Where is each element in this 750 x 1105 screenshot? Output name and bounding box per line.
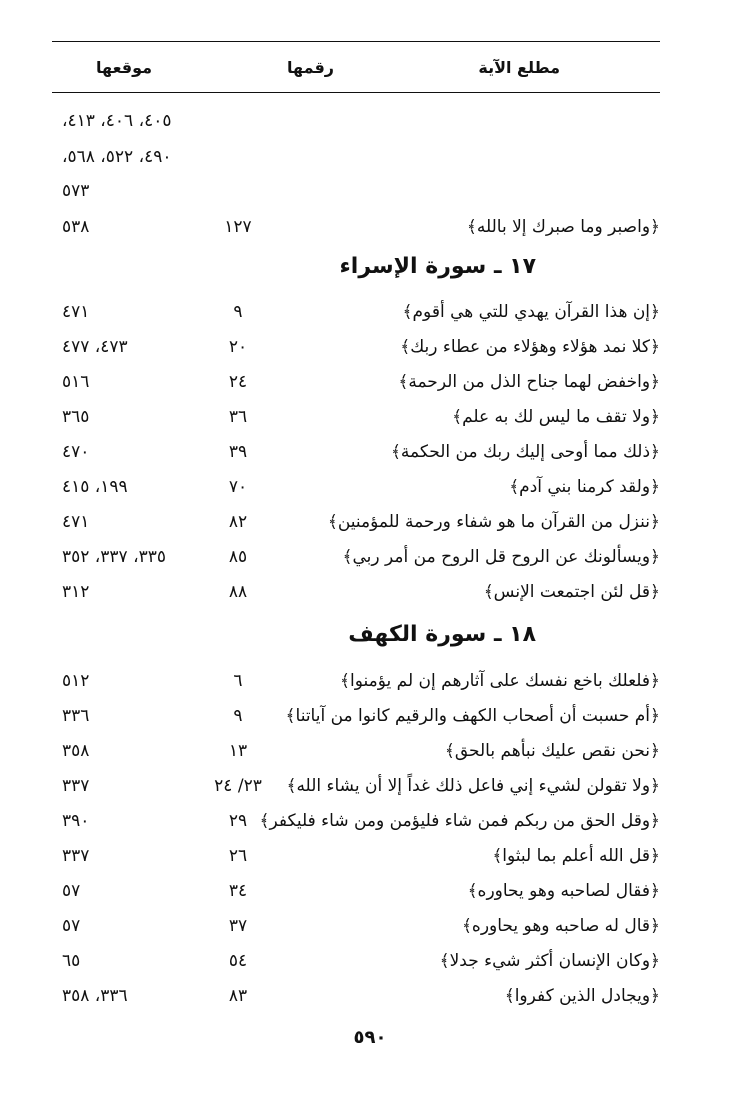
verse-number: ٣٩: [228, 442, 248, 462]
verse-title: ﴿فلعلك باخع نفسك على آثارهم إن لم يؤمنوا﴾: [340, 671, 660, 691]
verse-location: ١٩٩، ٤١٥: [62, 477, 128, 497]
verse-title: ﴿فقال لصاحبه وهو يحاوره﴾: [467, 881, 660, 901]
verse-number: ٧٠: [228, 477, 248, 497]
verse-location: ٥٧: [62, 881, 81, 901]
table-row: [52, 365, 660, 399]
verse-location: ٤٠٥، ٤٠٦، ٤١٣،: [62, 111, 172, 131]
verse-location: ٤٧٠: [62, 442, 90, 462]
verse-title: ﴿ويسألونك عن الروح قل الروح من أمر ربي﴾: [342, 547, 660, 567]
table-row: [52, 505, 660, 539]
table-row: [52, 140, 660, 174]
verse-location: ٣١٢: [62, 582, 90, 602]
verse-number: ١٣: [228, 741, 248, 761]
table-row: [52, 575, 660, 609]
table-row: [52, 979, 660, 1013]
verse-title: ﴿قل لئن اجتمعت الإنس﴾: [483, 582, 660, 602]
verse-number: ٨٢: [228, 512, 248, 532]
header-number: رقمها: [287, 58, 334, 77]
verse-title: ﴿قل الله أعلم بما لبثوا﴾: [492, 846, 660, 866]
verse-title: ﴿وقل الحق من ربكم فمن شاء فليؤمن ومن شاء فليكفر﴾: [259, 811, 660, 831]
table-row: [52, 804, 660, 838]
verse-location: ٥١٢: [62, 671, 90, 691]
verse-title: ﴿إن هذا القرآن يهدي للتي هي أقوم﴾: [402, 302, 660, 322]
table-row: [52, 295, 660, 329]
verse-location: ٥٧: [62, 916, 81, 936]
verse-location: ٣٣٥، ٣٣٧، ٣٥٢: [62, 547, 166, 567]
verse-title: ﴿ولا تقف ما ليس لك به علم﴾: [452, 407, 660, 427]
surah-heading: ١٨ ـ سورة الكهف: [348, 622, 536, 647]
table-row: [52, 944, 660, 978]
verse-title: ﴿أم حسبت أن أصحاب الكهف والرقيم كانوا من آياتنا﴾: [285, 706, 660, 726]
verse-number: ٢٦: [228, 846, 248, 866]
verse-title: ﴿ولقد كرمنا بني آدم﴾: [509, 477, 660, 497]
table-row: [52, 435, 660, 469]
header-rule: [52, 92, 660, 93]
verse-title: ﴿ويجادل الذين كفروا﴾: [504, 986, 660, 1006]
verse-location: ٤٧٣، ٤٧٧: [62, 337, 128, 357]
verse-location: ٣٣٦: [62, 706, 90, 726]
table-row: [52, 699, 660, 733]
table-row: [52, 470, 660, 504]
verse-title: ﴿قال له صاحبه وهو يحاوره﴾: [461, 916, 660, 936]
verse-number: ٣٤: [228, 881, 248, 901]
verse-number: ٢٠: [228, 337, 248, 357]
table-row: [52, 400, 660, 434]
verse-number: ٩: [233, 706, 243, 726]
verse-number: ٨٨: [228, 582, 248, 602]
verse-location: ٣٩٠: [62, 811, 90, 831]
verse-number: ٦: [233, 671, 243, 691]
table-row: [52, 734, 660, 768]
verse-location: ٥٧٣: [62, 181, 90, 201]
header-location: موقعها: [96, 58, 153, 77]
verse-title: ﴿واصبر وما صبرك إلا بالله﴾: [466, 217, 660, 237]
verse-location: ٤٩٠، ٥٢٢، ٥٦٨،: [62, 147, 172, 167]
verse-title: ﴿ذلك مما أوحى إليك ربك من الحكمة﴾: [390, 442, 660, 462]
table-row: [52, 664, 660, 698]
verse-location: ٥١٦: [62, 372, 90, 392]
verse-location: ٦٥: [62, 951, 81, 971]
verse-location: ٣٣٧: [62, 776, 90, 796]
verse-title: ﴿ولا تقولن لشيء إني فاعل ذلك غداً إلا أن يشاء الله﴾: [286, 776, 660, 796]
verse-number: ٨٣: [228, 986, 248, 1006]
verse-location: ٣٣٧: [62, 846, 90, 866]
header-title: مطلع الآية: [478, 58, 560, 77]
verse-location: ٣٥٨: [62, 741, 90, 761]
table-row: [52, 909, 660, 943]
verse-number: ٢٣/ ٢٤: [214, 776, 262, 796]
verse-location: ٤٧١: [62, 302, 90, 322]
table-row: [52, 174, 660, 208]
verse-location: ٣٣٦، ٣٥٨: [62, 986, 128, 1006]
table-row: [52, 210, 660, 244]
table-row: [52, 769, 660, 803]
verse-number: ١٢٧: [224, 217, 252, 237]
verse-location: ٥٣٨: [62, 217, 90, 237]
verse-location: ٤٧١: [62, 512, 90, 532]
table-row: [52, 874, 660, 908]
verse-number: ٣٦: [228, 407, 248, 427]
verse-number: ٩: [233, 302, 243, 322]
verse-number: ٣٧: [228, 916, 248, 936]
verse-title: ﴿نحن نقص عليك نبأهم بالحق﴾: [444, 741, 660, 761]
verse-title: ﴿واخفض لهما جناح الذل من الرحمة﴾: [398, 372, 660, 392]
table-row: [52, 540, 660, 574]
verse-number: ٨٥: [228, 547, 248, 567]
page-number: ٥٩٠: [353, 1027, 387, 1048]
verse-location: ٣٦٥: [62, 407, 90, 427]
verse-title: ﴿كلا نمد هؤلاء وهؤلاء من عطاء ربك﴾: [400, 337, 660, 357]
verse-title: ﴿ننزل من القرآن ما هو شفاء ورحمة للمؤمنين﴾: [327, 512, 660, 532]
table-row: [52, 104, 660, 138]
surah-heading: ١٧ ـ سورة الإسراء: [339, 254, 536, 279]
verse-title: ﴿وكان الإنسان أكثر شيء جدلا﴾: [439, 951, 660, 971]
verse-number: ٢٩: [228, 811, 248, 831]
verse-number: ٥٤: [228, 951, 248, 971]
table-row: [52, 839, 660, 873]
table-row: [52, 330, 660, 364]
verse-number: ٢٤: [228, 372, 248, 392]
top-rule: [52, 41, 660, 42]
